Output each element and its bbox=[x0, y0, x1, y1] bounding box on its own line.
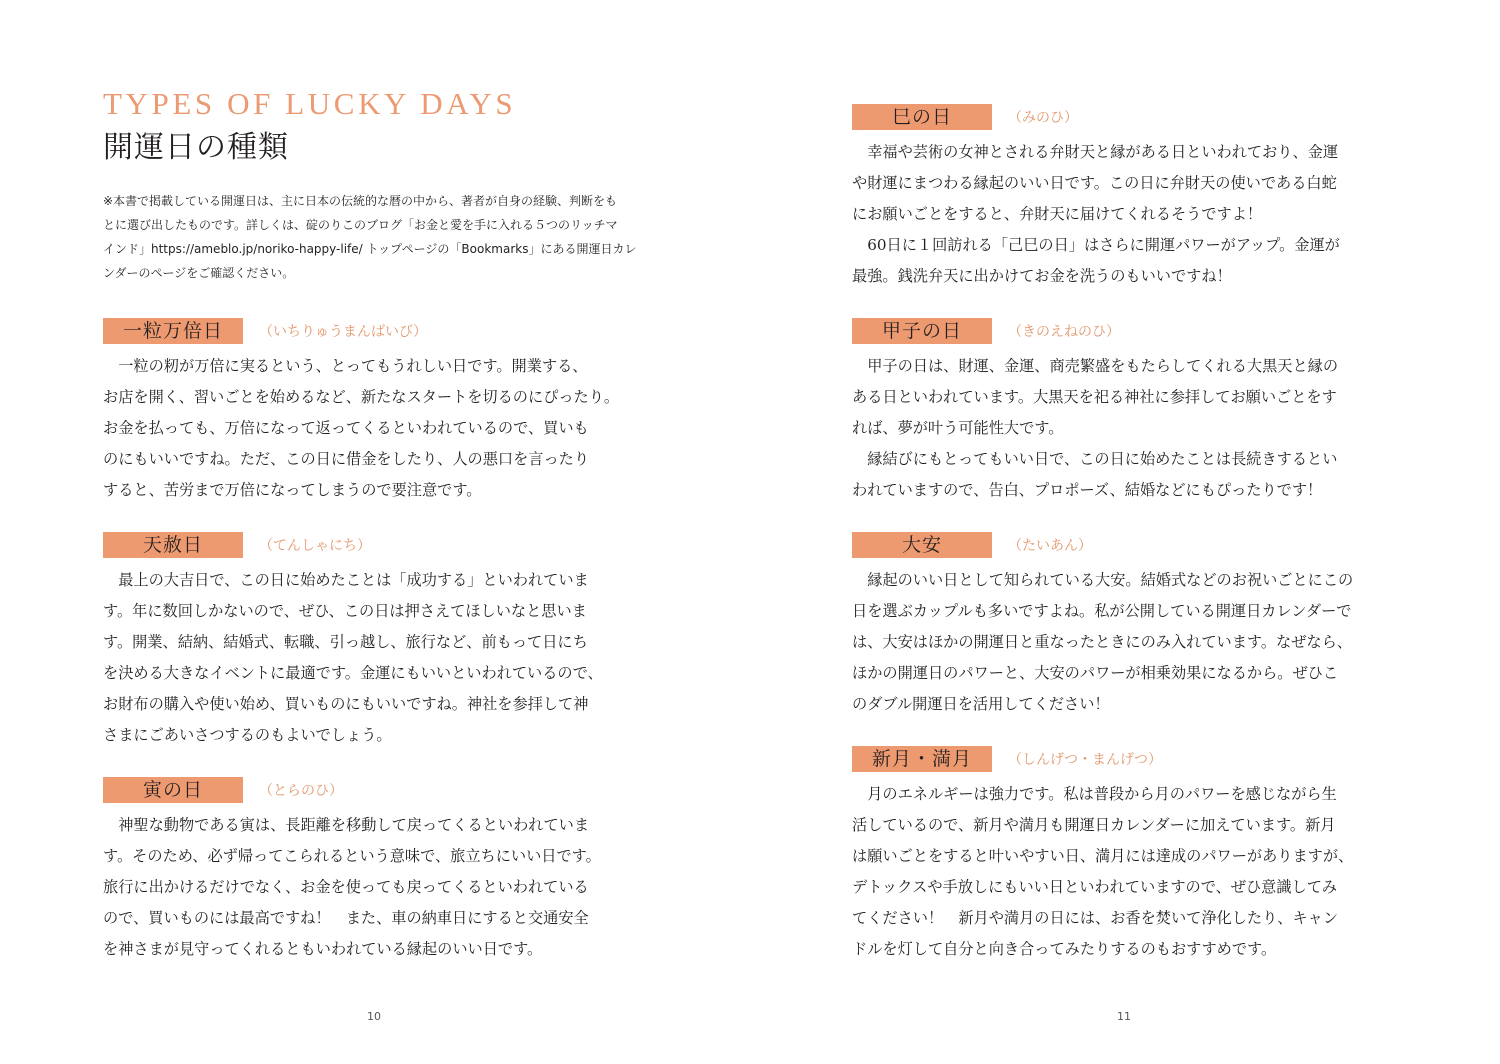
note-line: インド」https://ameblo.jp/noriko-happy-life/ トップページの「Bookmarks」にある開運日カレ bbox=[103, 242, 637, 256]
section-reading: （とらのひ） bbox=[259, 783, 343, 799]
body-line: 縁起のいい日として知られている大安。結婚式などのお祝いごとにこの bbox=[852, 571, 1354, 589]
body-line: 最強。銭洗弁天に出かけてお金を洗うのもいいですね！ bbox=[852, 267, 1232, 285]
section-ichiryu-manbaibi bbox=[103, 317, 663, 506]
body-line: さまにごあいさつするのもよいでしょう。 bbox=[103, 726, 392, 744]
note-line: とに選び出したものです。詳しくは、碇のりこのブログ「お金と愛を手に入れる５つのリッチマ bbox=[103, 218, 618, 232]
body-line: を決める大きなイベントに最適です。金運にもいいといわれているので、 bbox=[103, 664, 603, 682]
note-line: ンダーのページをご確認ください。 bbox=[103, 266, 295, 280]
page-number: 10 bbox=[367, 1010, 381, 1023]
body-line: お金を払っても、万倍になって返ってくるといわれているので、買いも bbox=[103, 419, 589, 437]
body-line: す。年に数回しかないので、ぜひ、この日は押さえてほしいなと思いま bbox=[103, 602, 587, 620]
note-paragraph bbox=[103, 189, 663, 285]
section-tora-no-hi bbox=[103, 776, 663, 965]
note-line: ※本書で掲載している開運日は、主に日本の伝統的な暦の中から、著者が自身の経験、判断をも bbox=[103, 194, 618, 208]
body-line: ある日といわれています。大黒天を祀る神社に参拝してお願いごとをす bbox=[852, 388, 1337, 406]
section-taian bbox=[852, 531, 1412, 720]
section-kinoene-no-hi bbox=[852, 317, 1412, 506]
body-line: ので、買いものには最高ですね！ また、車の納車日にすると交通安全 bbox=[103, 909, 589, 927]
body-line: われていますので、告白、プロポーズ、結婚などにもぴったりです！ bbox=[852, 481, 1323, 499]
body-line: のダブル開運日を活用してください！ bbox=[852, 695, 1110, 713]
section-tenshanichi bbox=[103, 531, 663, 751]
section-header bbox=[852, 317, 1412, 345]
body-line: 甲子の日は、財運、金運、商売繁盛をもたらしてくれる大黒天と縁の bbox=[852, 357, 1338, 375]
section-reading: （たいあん） bbox=[1008, 538, 1092, 554]
section-header bbox=[103, 776, 663, 804]
page-number: 11 bbox=[1117, 1010, 1131, 1023]
section-tag: 寅の日 bbox=[103, 777, 243, 803]
body-line: す。そのため、必ず帰ってこられるという意味で、旅立ちにいい日です。 bbox=[103, 847, 601, 865]
right-page bbox=[750, 0, 1500, 1064]
section-header bbox=[103, 317, 663, 345]
section-tag: 巳の日 bbox=[852, 104, 992, 130]
body-line: は願いごとをすると叶いやすい日、満月には達成のパワーがありますが、 bbox=[852, 847, 1354, 865]
section-tag: 新月・満月 bbox=[852, 746, 992, 772]
page-eyebrow: TYPES OF LUCKY DAYS bbox=[103, 86, 517, 121]
body-line: は、大安はほかの開運日と重なったときにのみ入れています。なぜなら、 bbox=[852, 633, 1352, 651]
section-header bbox=[852, 745, 1412, 773]
body-line: お店を開く、習いごとを始めるなど、新たなスタートを切るのにぴったり。 bbox=[103, 388, 620, 406]
section-header bbox=[852, 103, 1412, 131]
body-line: を神さまが見守ってくれるともいわれている縁起のいい日です。 bbox=[103, 940, 543, 958]
section-shingetsu-mangetsu bbox=[852, 745, 1412, 965]
body-line: 活しているので、新月や満月も開運日カレンダーに加えています。新月 bbox=[852, 816, 1336, 834]
body-line: 日を選ぶカップルも多いですよね。私が公開している開運日カレンダーで bbox=[852, 602, 1352, 620]
body-line: にお願いごとをすると、弁財天に届けてくれるそうですよ！ bbox=[852, 205, 1263, 223]
section-mi-no-hi bbox=[852, 103, 1412, 292]
section-body bbox=[852, 779, 1412, 965]
section-reading: （しんげつ・まんげつ） bbox=[1008, 752, 1162, 768]
body-line: れば、夢が叶う可能性大です。 bbox=[852, 419, 1064, 437]
section-body bbox=[852, 565, 1412, 720]
body-line: ドルを灯して自分と向き合ってみたりするのもおすすめです。 bbox=[852, 940, 1277, 958]
section-reading: （きのえねのひ） bbox=[1008, 324, 1120, 340]
page-title: 開運日の種類 bbox=[103, 130, 289, 165]
body-line: や財運にまつわる縁起のいい日です。この日に弁財天の使いである白蛇 bbox=[852, 174, 1337, 192]
section-tag: 一粒万倍日 bbox=[103, 318, 243, 344]
body-line: 縁結びにもとってもいい日で、この日に始めたことは長続きするとい bbox=[852, 450, 1338, 468]
body-line: 最上の大吉日で、この日に始めたことは「成功する」といわれていま bbox=[103, 571, 589, 589]
body-line: のにもいいですね。ただ、この日に借金をしたり、人の悪口を言ったり bbox=[103, 450, 589, 468]
section-header bbox=[103, 531, 663, 559]
section-body bbox=[103, 565, 663, 751]
body-line: デトックスや手放しにもいい日といわれていますので、ぜひ意識してみ bbox=[852, 878, 1338, 896]
section-reading: （いちりゅうまんばいび） bbox=[259, 324, 427, 340]
body-line: 一粒の籾が万倍に実るという、とってもうれしい日です。開業する、 bbox=[103, 357, 588, 375]
body-line: てください！ 新月や満月の日には、お香を焚いて浄化したり、キャン bbox=[852, 909, 1338, 927]
body-line: ほかの開運日のパワーと、大安のパワーが相乗効果になるから。ぜひこ bbox=[852, 664, 1338, 682]
section-tag: 甲子の日 bbox=[852, 318, 992, 344]
section-body bbox=[852, 351, 1412, 506]
section-body bbox=[852, 137, 1412, 292]
section-body bbox=[103, 351, 663, 506]
section-reading: （みのひ） bbox=[1008, 110, 1078, 126]
body-line: 60日に１回訪れる「己巳の日」はさらに開運パワーがアップ。金運が bbox=[852, 236, 1340, 254]
body-line: お財布の購入や使い始め、買いものにもいいですね。神社を参拝して神 bbox=[103, 695, 589, 713]
section-body bbox=[103, 810, 663, 965]
body-line: 神聖な動物である寅は、長距離を移動して戻ってくるといわれていま bbox=[103, 816, 589, 834]
body-line: すると、苦労まで万倍になってしまうので要注意です。 bbox=[103, 481, 482, 499]
section-tag: 天赦日 bbox=[103, 532, 243, 558]
section-header bbox=[852, 531, 1412, 559]
body-line: 幸福や芸術の女神とされる弁財天と縁がある日といわれており、金運 bbox=[852, 143, 1338, 161]
body-line: す。開業、結納、結婚式、転職、引っ越し、旅行など、前もって日にち bbox=[103, 633, 588, 651]
section-reading: （てんしゃにち） bbox=[259, 538, 371, 554]
body-line: 旅行に出かけるだけでなく、お金を使っても戻ってくるといわれている bbox=[103, 878, 589, 896]
body-line: 月のエネルギーは強力です。私は普段から月のパワーを感じながら生 bbox=[852, 785, 1337, 803]
section-tag: 大安 bbox=[852, 532, 992, 558]
